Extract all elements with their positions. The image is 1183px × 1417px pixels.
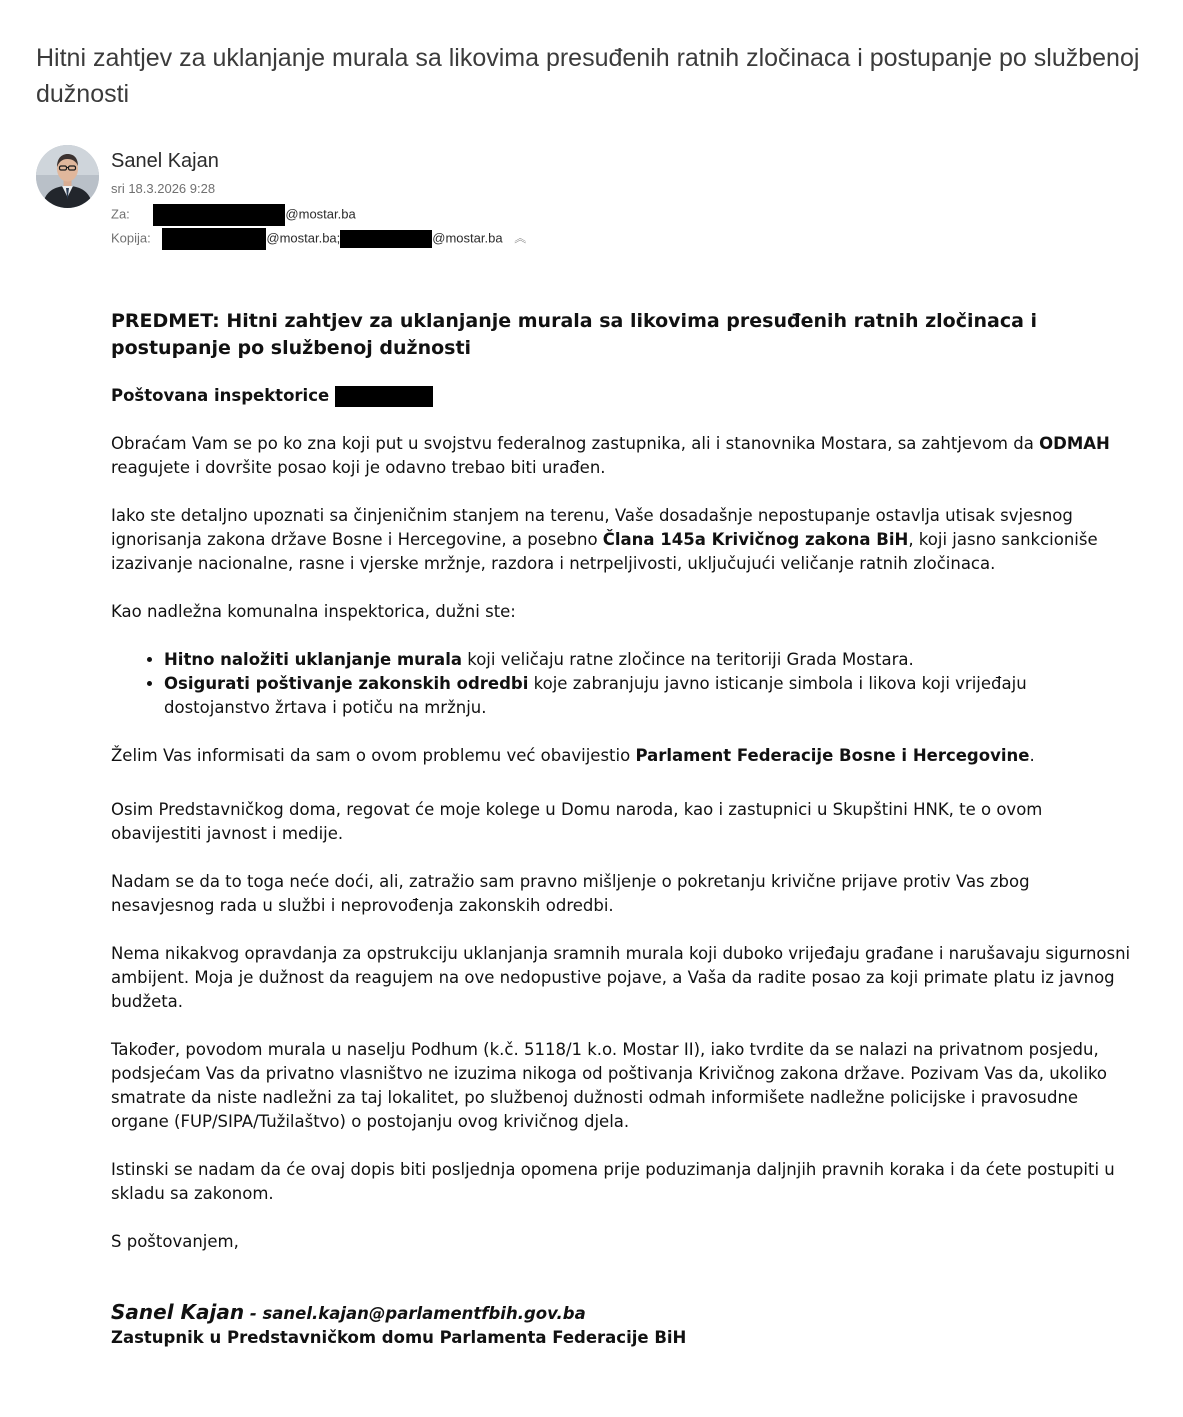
cc-recipient-2[interactable]: @mostar.ba [432, 230, 503, 246]
email-subject: Hitni zahtjev za uklanjanje murala sa likovima presuđenih ratnih zločinaca i postupanje po službenoj dužnosti [36, 44, 1140, 108]
paragraph-2: Iako ste detaljno upoznati sa činjeničnim stanjem na terenu, Vaše dosadašnje nepostupanje ostavlja utisak svjesnog ignorisanja zakona države Bosne i Hercegovine, a posebno Člana 145a Krivičnog zakona BiH, koji jasno sankcioniše izazivanje nacionalne, rasne i vjerske mržnje, razdora i netrpeljivosti, uključujući veličanje ratnih zločinaca. [111, 506, 1098, 573]
email-body [111, 308, 1131, 1350]
paragraph-4: Želim Vas informisati da sam o ovom problemu već obavijestio Parlament Federacije Bosne i Hercegovine. [111, 746, 1035, 765]
predmet-heading: PREDMET: Hitni zahtjev za uklanjanje murala sa likovima presuđenih ratnih zločinaca i postupanje po službenoj dužnosti [111, 310, 1038, 359]
redacted-recipient [162, 228, 266, 250]
redacted-name [335, 386, 433, 407]
list-item: • Hitno naložiti uklanjanje murala koji veličaju ratne zločince na teritoriji Grada Mostara. [164, 648, 1131, 672]
paragraph-3: Kao nadležna komunalna inspektorica, dužni ste: [111, 602, 516, 621]
redacted-recipient [153, 204, 285, 226]
cc-line [111, 228, 526, 250]
cc-recipient-1[interactable]: @mostar.ba; [266, 230, 341, 246]
signature-email[interactable]: sanel.kajan@parlamentfbih.gov.ba [262, 1304, 586, 1323]
signature-title: Zastupnik u Predstavničkom domu Parlamenta Federacije BiH [111, 1328, 687, 1347]
closing: S poštovanjem, [111, 1232, 239, 1251]
paragraph-1: Obraćam Vam se po ko zna koji put u svojstvu federalnog zastupnika, ali i stanovnika Mostara, sa zahtjevom da ODMAH reagujete i dovršite posao koji je odavno trebao biti urađen. [111, 434, 1110, 477]
paragraph-6: Nadam se da to toga neće doći, ali, zatražio sam pravno mišljenje o pokretanju krivične prijave protiv Vas zbog nesavjesnog rada u službi i neprovođenja zakonskih odredbi. [111, 872, 1030, 915]
paragraph-5: Osim Predstavničkog doma, regovat će moje kolege u Domu naroda, kao i zastupnici u Skupštini HNK, te o ovom obavijestiti javnost i medije. [111, 800, 1043, 843]
to-recipient[interactable]: @mostar.ba [285, 206, 356, 222]
signature-line: Sanel Kajan - sanel.kajan@parlamentfbih.gov.ba [111, 1300, 586, 1324]
sender-photo [36, 145, 99, 208]
sender-name[interactable]: Sanel Kajan [111, 150, 219, 172]
list-item: • Osigurati poštivanje zakonskih odredbi koje zabranjuju javno isticanje simbola i likova koji vrijeđaju dostojanstvo žrtava i potiču na mržnju. [164, 672, 1131, 720]
sent-date: sri 18.3.2026 9:28 [111, 181, 216, 196]
redacted-recipient [340, 230, 432, 248]
paragraph-7: Nema nikakvog opravdanja za opstrukciju uklanjanja sramnih murala koji duboko vrijeđaju građane i narušavaju sigurnosni ambijent. Moja je dužnost da reagujem na ove nedopustive pojave, a Vaša da radite posao za koji primate platu iz javnog budžeta. [111, 944, 1131, 1011]
greeting: Poštovana inspektorice [111, 384, 1131, 408]
paragraph-9: Istinski se nadam da će ovaj dopis biti posljednja opomena prije poduzimanja daljnjih pravnih koraka i da ćete postupiti u skladu sa zakonom. [111, 1160, 1115, 1203]
paragraph-8: Također, povodom murala u naselju Podhum (k.č. 5118/1 k.o. Mostar II), iako tvrdite da se nalazi na privatnom posjedu, podsjećam Vas da privatno vlasništvo ne izuzima nikoga od poštivanja Krivičnog zakona države. Pozivam Vas da, ukoliko smatrate da niste nadležni za taj lokalitet, po službenoj dužnosti odmah informišete nadležne policijske i pravosudne organe (FUP/SIPA/Tužilaštvo) o postojanju ovog krivičnog djela. [111, 1040, 1108, 1131]
cc-label: Kopija: [111, 230, 151, 246]
collapse-recipients-icon[interactable]: ︽ [514, 231, 527, 246]
avatar[interactable] [36, 145, 99, 208]
to-line [111, 204, 356, 226]
duties-list [164, 648, 1131, 720]
to-label: Za: [111, 206, 130, 222]
signature-name: Sanel Kajan [111, 1300, 245, 1324]
